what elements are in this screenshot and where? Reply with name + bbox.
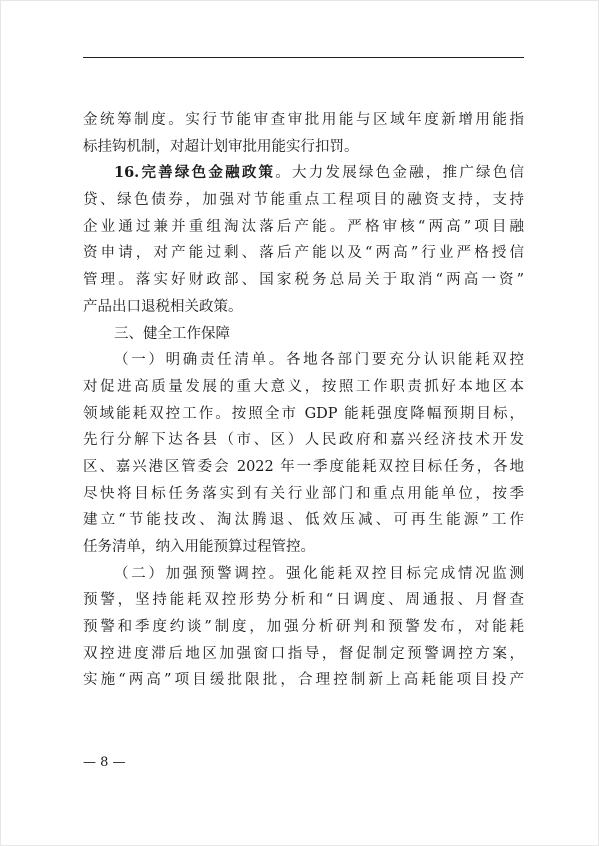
text-line: 产品出口退税相关政策。 xyxy=(83,298,243,315)
text-line: 资申请，对产能过剩、落后产能以及“两高”行业严格授信 xyxy=(83,245,524,262)
text-line: 预警和季度约谈”制度，加强分析研判和预警发布，对能耗 xyxy=(83,619,524,636)
text-line: （一）明确责任清单。各地各部门要充分认识能耗双控 xyxy=(114,352,524,369)
text-line: 先行分解下达各县（市、区）人民政府和嘉兴经济技术开发 xyxy=(83,432,524,449)
text-line: 管理。落实好财政部、国家税务总局关于取消“两高一资” xyxy=(83,272,524,289)
text-line: （二）加强预警调控。强化能耗双控目标完成情况监测 xyxy=(114,565,524,582)
text-line: 任务清单，纳入用能预算过程管控。 xyxy=(83,539,315,555)
text-line: 对促进高质量发展的重大意义，按照工作职责抓好本地区本 xyxy=(83,378,524,395)
policy-heading: 16.完善绿色金融政策 xyxy=(114,164,276,182)
text-line: 贷、绿色债券，加强对节能重点工程项目的融资支持，支持 xyxy=(83,192,524,209)
text-line xyxy=(83,160,524,187)
header-rule xyxy=(83,57,524,58)
text-line: 标挂钩机制，对超计划审批用能实行扣罚。 xyxy=(83,138,359,155)
text-line: 建立“节能技改、淘汰腾退、低效压减、可再生能源”工作 xyxy=(83,512,524,529)
text-line: 预警，坚持能耗双控形势分析和“日调度、周通报、月督查 xyxy=(83,592,524,609)
section-heading: 三、健全工作保障 xyxy=(114,325,230,342)
text-line: 实施“两高”项目缓批限批，合理控制新上高耗能项目投产 xyxy=(83,672,524,689)
text-line: 领域能耗双控工作。按照全市 GDP 能耗强度降幅预期目标， xyxy=(83,405,524,422)
body-text xyxy=(83,107,524,694)
page-number: — 8 — xyxy=(83,755,126,770)
text-span: 。大力发展绿色金融，推广绿色信 xyxy=(275,165,525,182)
text-line: 金统筹制度。实行节能审查审批用能与区域年度新增用能指 xyxy=(83,112,524,128)
text-line: 区、嘉兴港区管委会 2022 年一季度能耗双控目标任务，各地 xyxy=(83,458,524,475)
text-line: 企业通过兼并重组淘汰落后产能。严格审核“两高”项目融 xyxy=(83,218,524,235)
text-line: 尽快将目标任务落实到有关行业部门和重点用能单位，按季 xyxy=(83,485,524,502)
text-line: 双控进度滞后地区加强窗口指导，督促制定预警调控方案， xyxy=(83,645,524,662)
